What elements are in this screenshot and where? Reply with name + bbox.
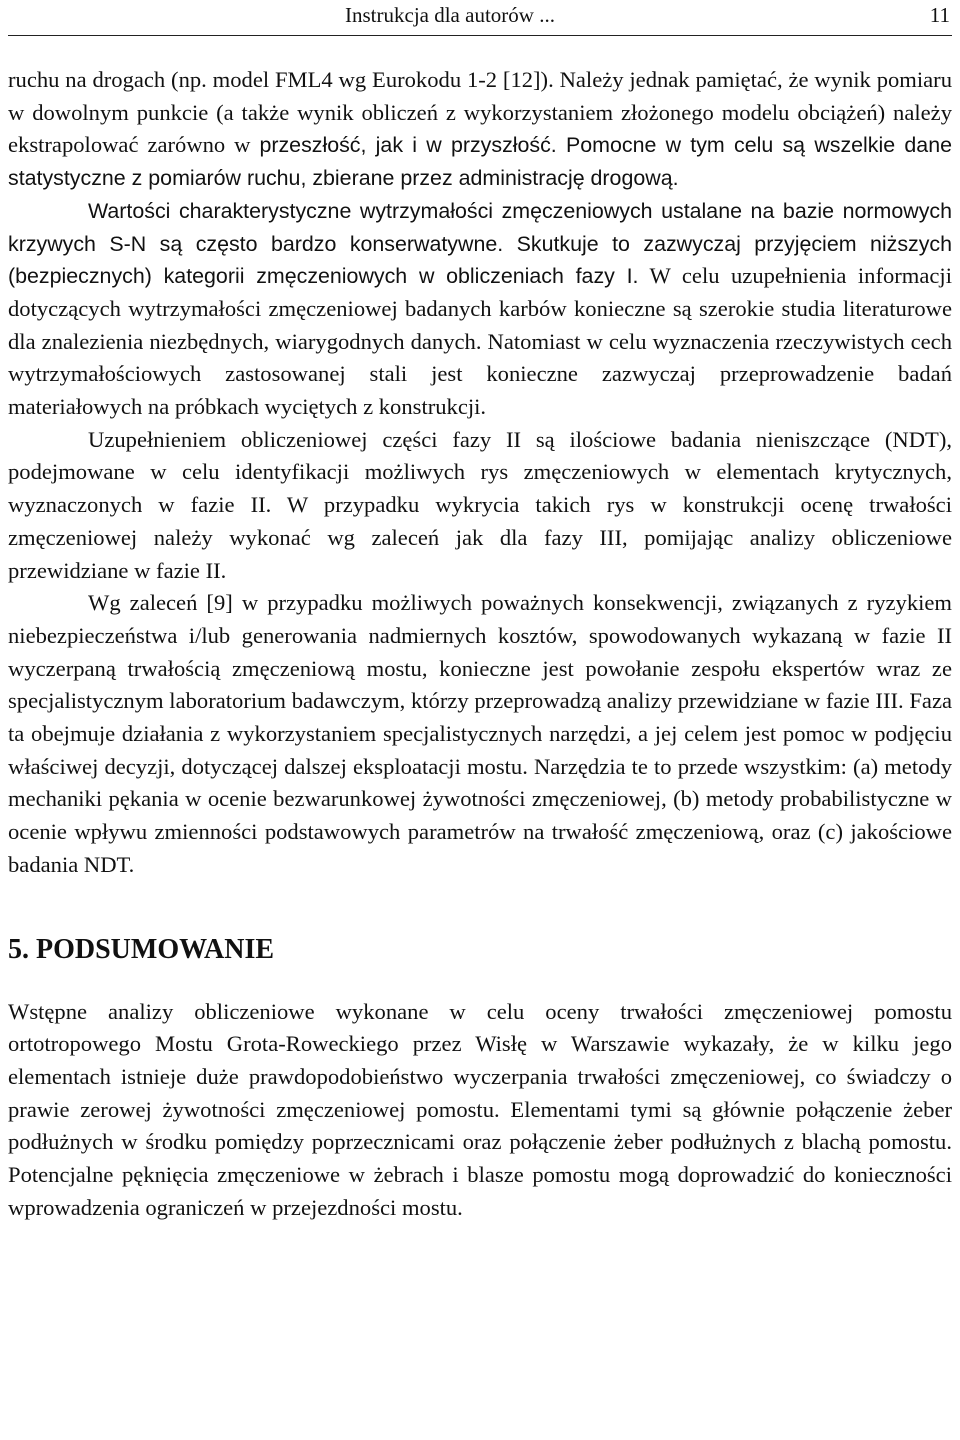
paragraph-text-serif: W celu uzupełnienia informacji dotyczących wytrzymałości zmęczeniowej badanych karbów konieczne są szerokie studia literaturowe dla znalezienia niezbędnych, wiarygodnych danych. Natomiast w celu wyznaczenia rzeczywistych cech wytrzymałościowych zastosowanej stali jest konieczne zazwyczaj przeprowadzenie badań materiałowych na próbkach wyciętych z konstrukcji.: [8, 263, 952, 420]
running-title: Instrukcja dla autorów ...: [345, 3, 555, 27]
paragraph-text-sans: przeszłość, jak i w przyszłość. Pomocne w tym celu są wszelkie dane statystyczne z pomiarów ruchu, zbierane przez administrację drogową.: [8, 133, 952, 191]
running-header: [8, 0, 952, 36]
paragraph-text-sans: Wartości charakterystyczne wytrzymałości zmęczeniowych ustalane na bazie normowych krzywych S-N są często bardzo konserwatywne. Skutkuje to zazwyczaj przyjęciem niższych (bezpiecznych) kategorii zmęczeniowych w obliczeniach fazy I.: [8, 198, 952, 289]
paragraph-ndt-testing: Uzupełnieniem obliczeniowej części fazy II są ilościowe badania nieniszczące (NDT), podejmowane w celu identyfikacji możliwych rys zmęczeniowych w elementach krytycznych, wyznaczonych w fazie II. W przypadku wykrycia takich rys w konstrukcji ocenę trwałości zmęczeniowej należy wykonać wg zaleceń jak dla fazy III, pomijając analizy obliczeniowe przewidziane w fazie II.: [8, 426, 952, 583]
paragraph-phase-three: Wg zaleceń [9] w przypadku możliwych poważnych konsekwencji, związanych z ryzykiem niebezpieczeństwa i/lub generowania nadmiernych kosztów, spowodowanych wykazaną w fazie II wyczerpaną trwałością zmęczeniową mostu, konieczne jest powołanie zespołu ekspertów wraz ze specjalistycznym laboratorium badawczym, którzy przeprowadzą analizy przewidziane w fazie III. Faza ta obejmuje działania z wykorzystaniem specjalistycznych narzędzi, a jej celem jest pomoc w podjęciu właściwej decyzji, dotyczącej dalszej eksploatacji mostu. Narzędzia te to przede wszystkim: (a) metody mechaniki pękania w ocenie bezwarunkowej żywotności zmęczeniowej, (b) metody probabilistyczne w ocenie wpływu zmienności podstawowych parametrów na trwałość zmęczeniową, oraz (c) jakościowe badania NDT.: [8, 590, 952, 877]
paragraph-text-serif: ruchu na drogach (np. model FML4 wg Eurokodu 1-2 [12]). Należy jednak pamiętać, że wynik pomiaru w dowolnym punkcie (a także wynik obliczeń z wykorzystaniem złożonego modelu obciążeń) należy ekstrapolować zarówno w: [8, 67, 952, 158]
paragraph-fatigue-strength: [8, 195, 952, 424]
paragraph-summary: Wstępne analizy obliczeniowe wykonane w celu oceny trwałości zmęczeniowej pomostu ortotropowego Mostu Grota-Roweckiego przez Wisłę w Warszawie wykazały, że w kilku jego elementach istnieje duże prawdopodobieństwo wyczerpania trwałości zmęczeniowej, co świadczy o prawie zerowej żywotności zmęczeniowej pomostu. Elementami tymi są głównie połączenie żeber podłużnych w środku pomiędzy poprzecznicami oraz połączenie żeber podłużnych z blachą pomostu. Potencjalne pęknięcia zmęczeniowe w żebrach i blasze pomostu mogą doprowadzić do konieczności wprowadzenia ograniczeń w przejezdności mostu.: [8, 998, 952, 1220]
page-number: 11: [929, 3, 950, 27]
page-body: [8, 64, 952, 1225]
paragraph-traffic-extrapolation: [8, 64, 952, 195]
section-heading: 5. PODSUMOWANIE: [8, 933, 275, 965]
